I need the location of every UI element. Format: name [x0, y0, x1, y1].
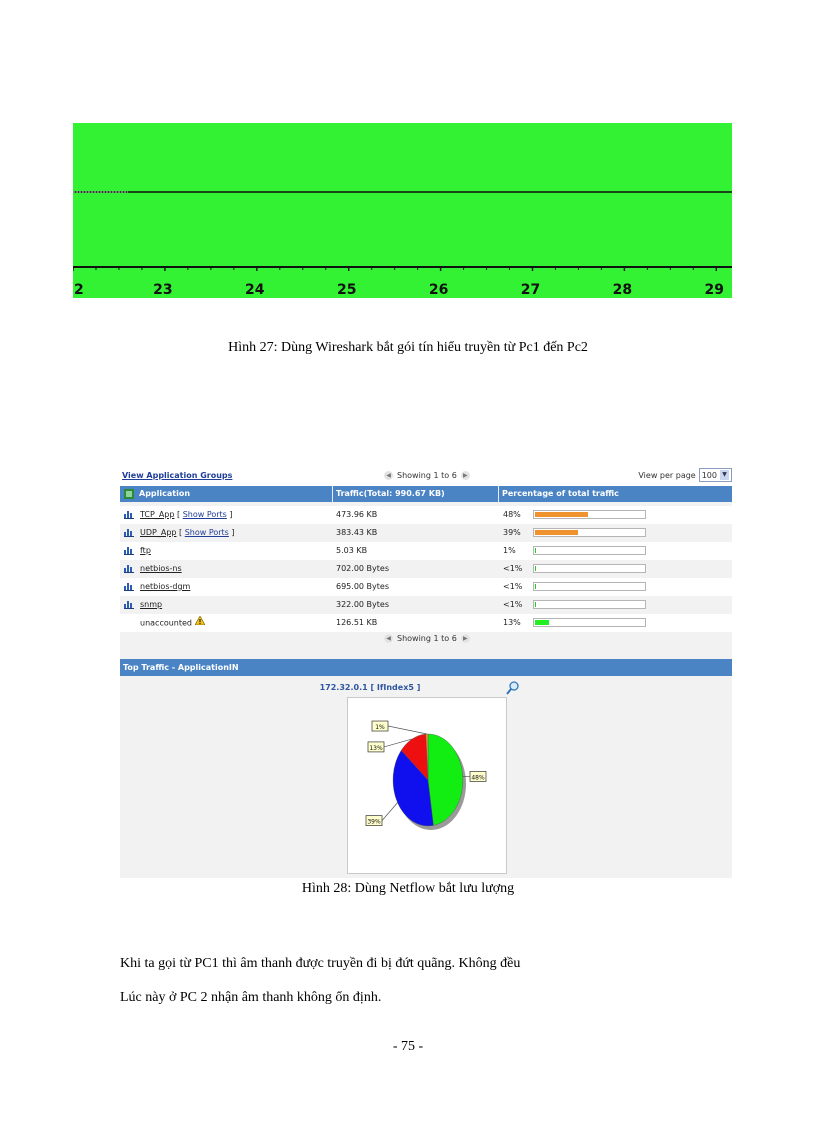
- table-header-icon: [124, 489, 134, 499]
- application-label: unaccounted: [140, 618, 193, 628]
- chart-app-icon: [124, 582, 134, 591]
- traffic-value: 322.00 Bytes: [336, 600, 389, 609]
- percent-bar-fill: [535, 566, 536, 571]
- traffic-value: 702.00 Bytes: [336, 564, 389, 573]
- column-separator: [498, 486, 499, 502]
- application-link[interactable]: snmp: [140, 600, 163, 609]
- view-per-page-label: View per page: [638, 470, 696, 480]
- netflow-toolbar: [120, 464, 732, 486]
- column-application: Application: [139, 489, 191, 498]
- pie-chart-box: [347, 697, 507, 874]
- chevron-down-icon: ▼: [720, 470, 729, 480]
- percent-value: <1%: [503, 582, 523, 591]
- percent-bar-fill: [535, 584, 536, 589]
- percent-bar: [533, 618, 646, 627]
- axis-tick-label: 23: [153, 282, 173, 298]
- percent-bar-fill: [535, 548, 536, 553]
- percent-bar: [533, 564, 646, 573]
- application-name: [140, 578, 190, 596]
- pager-bottom: [384, 634, 470, 643]
- application-name: [140, 596, 162, 614]
- application-name: [140, 614, 205, 632]
- percent-value: <1%: [503, 600, 523, 609]
- percent-bar: [533, 582, 646, 591]
- percent-bar-fill: [535, 620, 549, 625]
- pager-prev-icon[interactable]: ◀: [384, 471, 393, 480]
- application-link[interactable]: UDP_App: [140, 528, 177, 537]
- column-percentage: Percentage of total traffic: [502, 489, 619, 498]
- interface-link[interactable]: 172.32.0.1 [ IfIndex5 ]: [319, 683, 421, 692]
- application-name: TCP_App [ Show Ports ]: [140, 510, 233, 519]
- table-row: [120, 614, 732, 632]
- netflow-panel: [120, 464, 732, 878]
- body-line-2: Lúc này ở PC 2 nhận âm thanh không ổn định.: [120, 990, 382, 1005]
- pie-label: 1%: [375, 724, 385, 732]
- warning-icon: [195, 614, 205, 632]
- percent-value: <1%: [503, 564, 523, 573]
- chart-app-icon: [124, 600, 134, 609]
- table-row: [120, 578, 732, 596]
- pie-label: 48%: [471, 774, 485, 782]
- view-application-groups-link[interactable]: View Application Groups: [122, 471, 233, 480]
- pager-next-icon[interactable]: ▶: [461, 634, 470, 643]
- pie-label: 39%: [367, 818, 381, 826]
- page-number: - 75 -: [392, 1039, 424, 1054]
- traffic-value: 126.51 KB: [336, 618, 378, 627]
- pie-chart: [348, 698, 506, 873]
- chart-app-icon: [124, 510, 134, 519]
- percent-value: 39%: [503, 528, 521, 537]
- percent-bar: [533, 528, 646, 537]
- view-per-page-value: 100: [701, 470, 717, 480]
- view-per-page-select[interactable]: [699, 468, 732, 482]
- pie-leader-line: [388, 726, 427, 734]
- pager-next-icon[interactable]: ▶: [461, 471, 470, 480]
- pager-prev-icon[interactable]: ◀: [384, 634, 393, 643]
- application-link[interactable]: ftp: [140, 546, 151, 555]
- traffic-value: 5.03 KB: [336, 546, 368, 555]
- axis-tick-label: 26: [428, 282, 449, 298]
- percent-value: 13%: [503, 618, 521, 627]
- table-header: [120, 486, 732, 502]
- show-ports-link[interactable]: Show Ports: [184, 528, 229, 537]
- pie-label: 13%: [369, 744, 383, 752]
- percent-value: 48%: [503, 510, 521, 519]
- percent-bar-fill: [535, 530, 578, 535]
- percent-bar-fill: [535, 602, 536, 607]
- application-link[interactable]: netbios-dgm: [140, 582, 191, 591]
- traffic-value: 695.00 Bytes: [336, 582, 389, 591]
- table-row: [120, 524, 732, 542]
- percent-bar: [533, 510, 646, 519]
- application-name: UDP_App [ Show Ports ]: [140, 528, 235, 537]
- percent-bar: [533, 546, 646, 555]
- view-per-page: [638, 468, 732, 482]
- axis-tick-label: 25: [336, 282, 357, 298]
- table-row: [120, 506, 732, 524]
- application-link[interactable]: netbios-ns: [140, 564, 182, 573]
- traffic-value: 383.43 KB: [336, 528, 378, 537]
- chart-app-icon: [124, 528, 134, 537]
- application-link[interactable]: TCP_App: [140, 510, 175, 519]
- pager-text: Showing 1 to 6: [397, 634, 457, 643]
- zoom-icon[interactable]: [506, 681, 520, 697]
- wireshark-graph-svg: [73, 123, 732, 298]
- figure28-caption: Hình 28: Dùng Netflow bắt lưu lượng: [301, 881, 515, 896]
- figure27-caption: Hình 27: Dùng Wireshark bắt gói tín hiểu truyền từ Pc1 đến Pc2: [228, 340, 588, 355]
- axis-tick-label: 29: [704, 282, 725, 298]
- table-row: [120, 542, 732, 560]
- traffic-value: 473.96 KB: [336, 510, 378, 519]
- percent-bar-fill: [535, 512, 588, 517]
- pie-leader-line: [382, 803, 398, 821]
- axis-tick-label: 27: [520, 282, 541, 298]
- axis-tick-label: 24: [245, 282, 265, 298]
- application-name: [140, 542, 151, 560]
- percent-bar: [533, 600, 646, 609]
- table-row: [120, 596, 732, 614]
- show-ports-link[interactable]: Show Ports: [182, 510, 227, 519]
- chart-app-icon: [124, 564, 134, 573]
- column-traffic: Traffic(Total: 990.67 KB): [336, 489, 445, 498]
- pager-text: Showing 1 to 6: [397, 471, 457, 480]
- axis-tick-label: 28: [612, 282, 633, 298]
- application-name: [140, 560, 182, 578]
- column-separator: [332, 486, 333, 502]
- table-row: [120, 560, 732, 578]
- chart-app-icon: [124, 546, 134, 555]
- body-line-1: Khi ta gọi từ PC1 thì âm thanh được truyền đi bị đứt quãng. Không đều: [120, 956, 521, 971]
- percent-value: 1%: [503, 546, 516, 555]
- pager-top: [384, 471, 470, 480]
- top-traffic-header: Top Traffic - ApplicationIN: [120, 659, 732, 676]
- wireshark-graph: [73, 123, 732, 298]
- axis-tick-label: 2: [74, 282, 84, 298]
